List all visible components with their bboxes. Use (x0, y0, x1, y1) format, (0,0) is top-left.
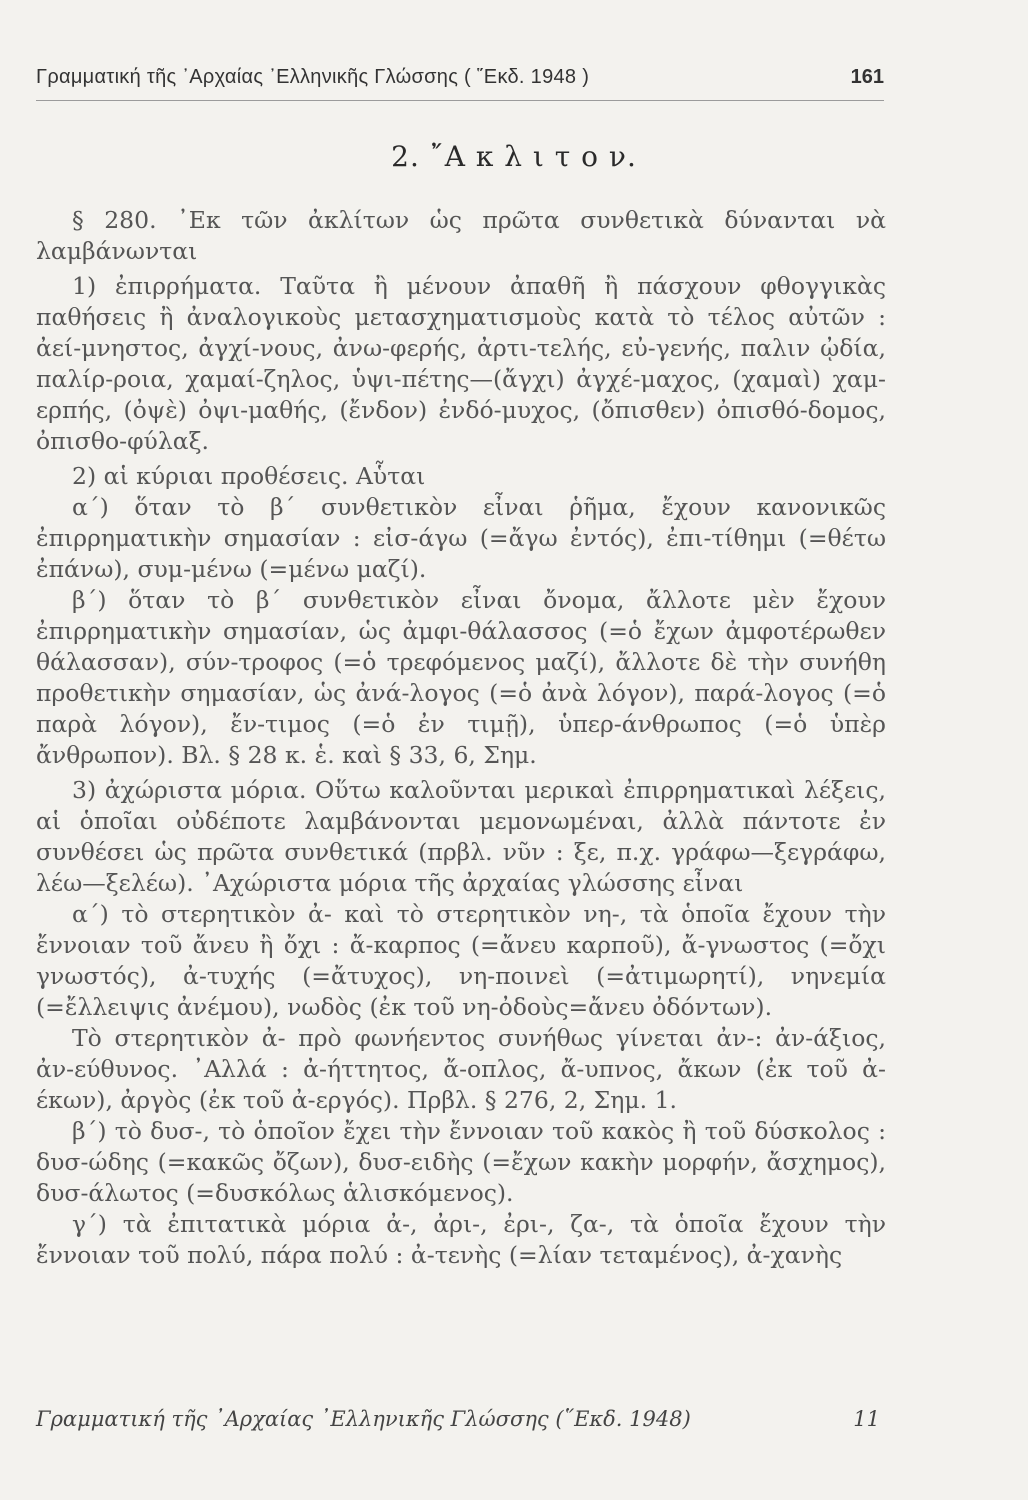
page-number: 161 (850, 66, 884, 88)
paragraph-inseparable: 3) ἀχώριστα μόρια. Οὕτω καλοῦνται μερικαὶ ἐπιρρηματικαὶ λέξεις, αἱ ὁποῖαι οὐδέποτε λαμβάνονται μεμονωμέναι, ἀλλὰ πάντοτε ἐν συνθέσει ὡς πρῶτα συνθετικά (πρβλ. νῦν : ξε, π.χ. γράφω—ξεγράφω, λέω—ξελέω). ᾿Αχώριστα μόρια τῆς ἀρχαίας γλώσσης εἶναι (36, 776, 886, 897)
paragraph-prep-a: α΄) ὅταν τὸ β΄ συνθετικὸν εἶναι ῥῆμα, ἔχουν κανονικῶς ἐπιρρηματικὴν σημασίαν : εἰσ-άγω (=ἄγω ἐντός), ἐπι-τίθημι (=θέτω ἐπάνω), συμ-μένω (=μένω μαζί). (36, 493, 886, 583)
paragraph-280-intro: § 280. ᾿Εκ τῶν ἀκλίτων ὡς πρῶτα συνθετικὰ δύνανται νὰ λαμβάνωνται (36, 206, 886, 265)
running-header (36, 60, 884, 100)
header-rule (36, 100, 884, 101)
paragraph-dys: β΄) τὸ δυσ-, τὸ ὁποῖον ἔχει τὴν ἔννοιαν τοῦ κακὸς ἢ τοῦ δύσκολος : δυσ-ώδης (=κακῶς ὄζων), δυσ-ειδὴς (=ἔχων κακὴν μορφήν, ἄσχημος), δυσ-άλωτος (=δυσκόλως ἁλισκόμενος). (36, 1117, 886, 1207)
body-text (36, 205, 886, 1271)
paragraph-prep-b: β΄) ὅταν τὸ β΄ συνθετικὸν εἶναι ὄνομα, ἄλλοτε μὲν ἔχουν ἐπιρρηματικὴν σημασίαν, ὡς ἀμφι-θάλασσος (=ὁ ἔχων ἀμφοτέρωθεν θάλασσαν), σύν-τροφος (=ὁ τρεφόμενος μαζί), ἄλλοτε δὲ τὴν συνήθη προθετικὴν σημασίαν, ὡς ἀνά-λογος (=ὁ ἀνὰ λόγον), παρά-λογος (=ὁ παρὰ λόγον), ἔν-τιμος (=ὁ ἐν τιμῇ), ὑπερ-άνθρωπος (=ὁ ὑπὲρ ἄνθρωπον). Βλ. § 28 κ. ἑ. καὶ § 33, 6, Σημ. (36, 586, 886, 769)
paragraph-adverbs: 1) ἐπιρρήματα. Ταῦτα ἢ μένουν ἀπαθῆ ἢ πάσχουν φθογγικὰς παθήσεις ἢ ἀναλογικοὺς μετασχηματισμοὺς κατὰ τὸ τέλος αὐτῶν : ἀεί-μνηστος, ἀγχί-νους, ἀνω-φερής, ἀρτι-τελής, εὐ-γενής, παλιν ᾠδία, παλίρ-ροια, χαμαί-ζηλος, ὑψι-πέτης—(ἄγχι) ἀγχέ-μαχος, (χαμαὶ) χαμ-ερπής, (ὀψὲ) ὀψι-μαθής, (ἔνδον) ἐνδό-μυχος, (ὄπισθεν) ὀπισθό-δομος, ὀπισθο-φύλαξ. (36, 272, 886, 455)
footer-title: Γραμματική τῆς ᾿Αρχαίας ᾿Ελληνικῆς Γλώσσης (῞Εκδ. 1948) (36, 1407, 691, 1431)
paragraph-privative-note: Τὸ στερητικὸν ἀ- πρὸ φωνήεντος συνήθως γίνεται ἀν-: ἀν-άξιος, ἀν-εύθυνος. ᾿Αλλά : ἀ-ήττητος, ἄ-οπλος, ἄ-υπνος, ἄκων (ἐκ τοῦ ἀ-έκων), ἀργὸς (ἐκ τοῦ ἀ-εργός). Πρβλ. § 276, 2, Σημ. 1. (36, 1024, 886, 1114)
paragraph-privative: α΄) τὸ στερητικὸν ἀ- καὶ τὸ στερητικὸν νη-, τὰ ὁποῖα ἔχουν τὴν ἔννοιαν τοῦ ἄνευ ἢ ὄχι : ἄ-καρπος (=ἄνευ καρποῦ), ἄ-γνωστος (=ὄχι γνωστός), ἀ-τυχής (=ἄτυχος), νη-ποινεὶ (=ἀτιμωρητί), νηνεμία (=ἔλλειψις ἀνέμου), νωδὸς (ἐκ τοῦ νη-ὀδοὺς=ἄνευ ὀδόντων). (36, 900, 886, 1021)
paragraph-intensive: γ΄) τὰ ἐπιτατικὰ μόρια ἀ-, ἀρι-, ἐρι-, ζα-, τὰ ὁποῖα ἔχουν τὴν ἔννοιαν τοῦ πολύ, πάρα πολύ : ἀ-τενὴς (=λίαν τεταμένος), ἀ-χανὴς (36, 1210, 886, 1269)
paragraph-prepositions: 2) αἱ κύριαι προθέσεις. Αὗται (72, 462, 426, 490)
section-title: 2. ῎Α κ λ ι τ ο ν. (391, 140, 637, 173)
signature-mark: 11 (853, 1407, 880, 1431)
running-title: Γραμματική τῆς ᾿Αρχαίας ᾿Ελληνικῆς Γλώσσης ( ῞Εκδ. 1948 ) (36, 66, 590, 88)
